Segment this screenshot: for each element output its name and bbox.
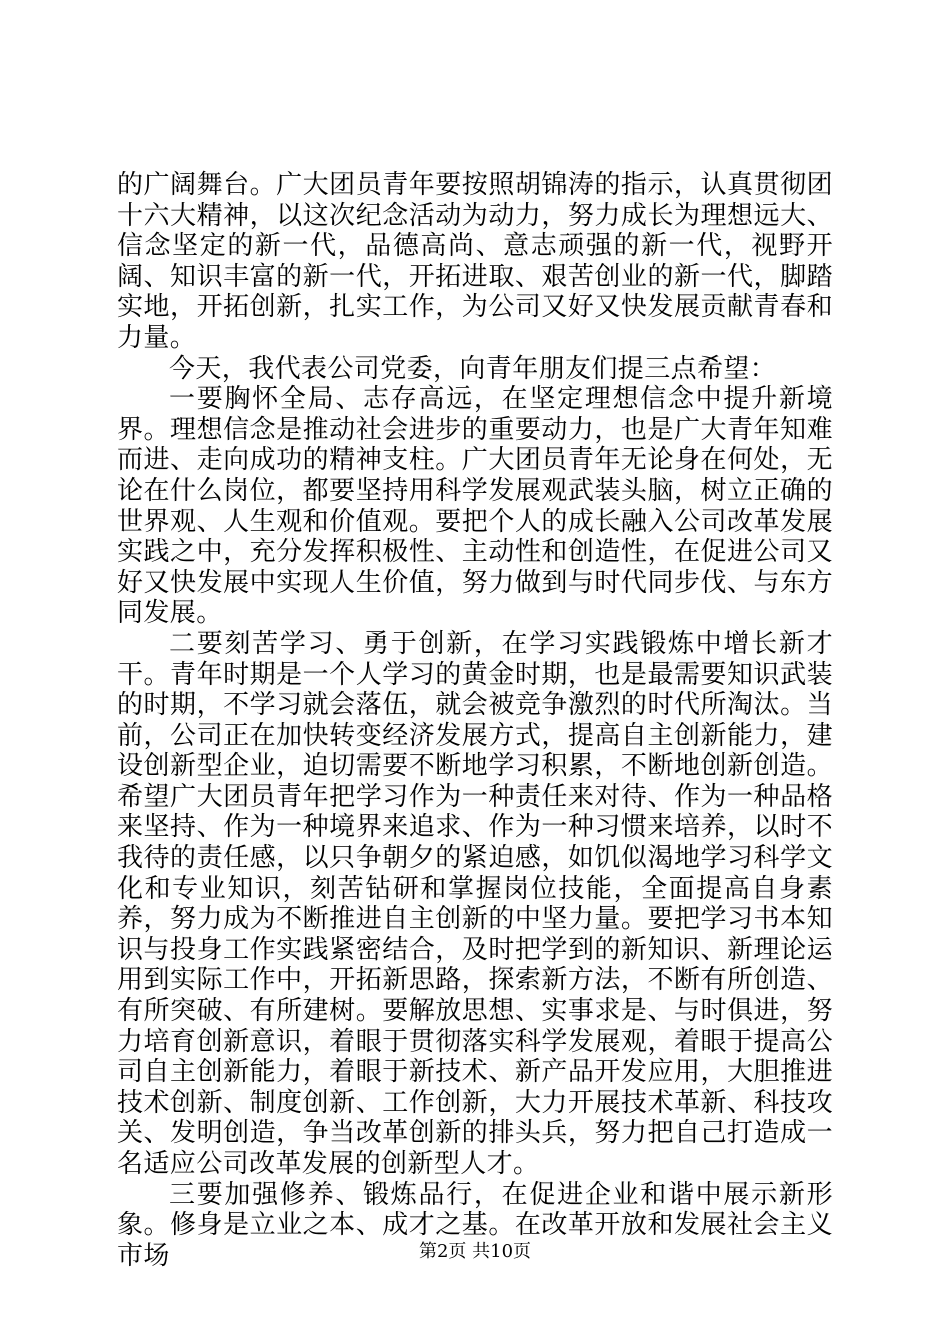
paragraph-hope-three: 三要加强修养、锻炼品行，在促进企业和谐中展示新形象。修身是立业之本、成才之基。在改革开放和发展社会主义市场 — [117, 1179, 833, 1271]
page-number: 第2页 共10页 — [418, 1241, 532, 1262]
paragraph-hope-one: 一要胸怀全局、志存高远，在坚定理想信念中提升新境界。理想信念是推动社会进步的重要动力，也是广大青年知难而进、走向成功的精神支柱。广大团员青年无论身在何处，无论在什么岗位，都要坚持用科学发展观武装头脑，树立正确的世界观、人生观和价值观。要把个人的成长融入公司改革发展实践之中，充分发挥积极性、主动性和创造性，在促进公司又好又快发展中实现人生价值，努力做到与时代同步伐、与东方同发展。 — [117, 384, 833, 629]
page-footer — [0, 1240, 950, 1264]
body-text — [117, 170, 833, 1271]
paragraph-three-hopes-intro: 今天，我代表公司党委，向青年朋友们提三点希望： — [169, 353, 777, 384]
paragraph-continued: 的广阔舞台。广大团员青年要按照胡锦涛的指示，认真贯彻团十六大精神，以这次纪念活动为动力，努力成长为理想远大、信念坚定的新一代，品德高尚、意志顽强的新一代，视野开阔、知识丰富的新一代，开拓进取、艰苦创业的新一代，脚踏实地，开拓创新，扎实工作，为公司又好又快发展贡献青春和力量。 — [117, 170, 833, 353]
paragraph-hope-two: 二要刻苦学习、勇于创新，在学习实践锻炼中增长新才干。青年时期是一个人学习的黄金时期，也是最需要知识武装的时期，不学习就会落伍，就会被竞争激烈的时代所淘汰。当前，公司正在加快转变经济发展方式，提高自主创新能力，建设创新型企业，迫切需要不断地学习积累，不断地创新创造。希望广大团员青年把学习作为一种责任来对待、作为一种品格来坚持、作为一种境界来追求、作为一种习惯来培养，以时不我待的责任感，以只争朝夕的紧迫感，如饥似渴地学习科学文化和专业知识，刻苦钻研和掌握岗位技能，全面提高自身素养，努力成为不断推进自主创新的中坚力量。要把学习书本知识与投身工作实践紧密结合，及时把学到的新知识、新理论运用到实际工作中，开拓新思路，探索新方法，不断有所创造、有所突破、有所建树。要解放思想、实事求是、与时俱进，努力培育创新意识，着眼于贯彻落实科学发展观，着眼于提高公司自主创新能力，着眼于新技术、新产品开发应用，大胆推进技术创新、制度创新、工作创新，大力开展技术革新、科技攻关、发明创造，争当改革创新的排头兵，努力把自己打造成一名适应公司改革发展的创新型人才。 — [117, 628, 833, 1179]
